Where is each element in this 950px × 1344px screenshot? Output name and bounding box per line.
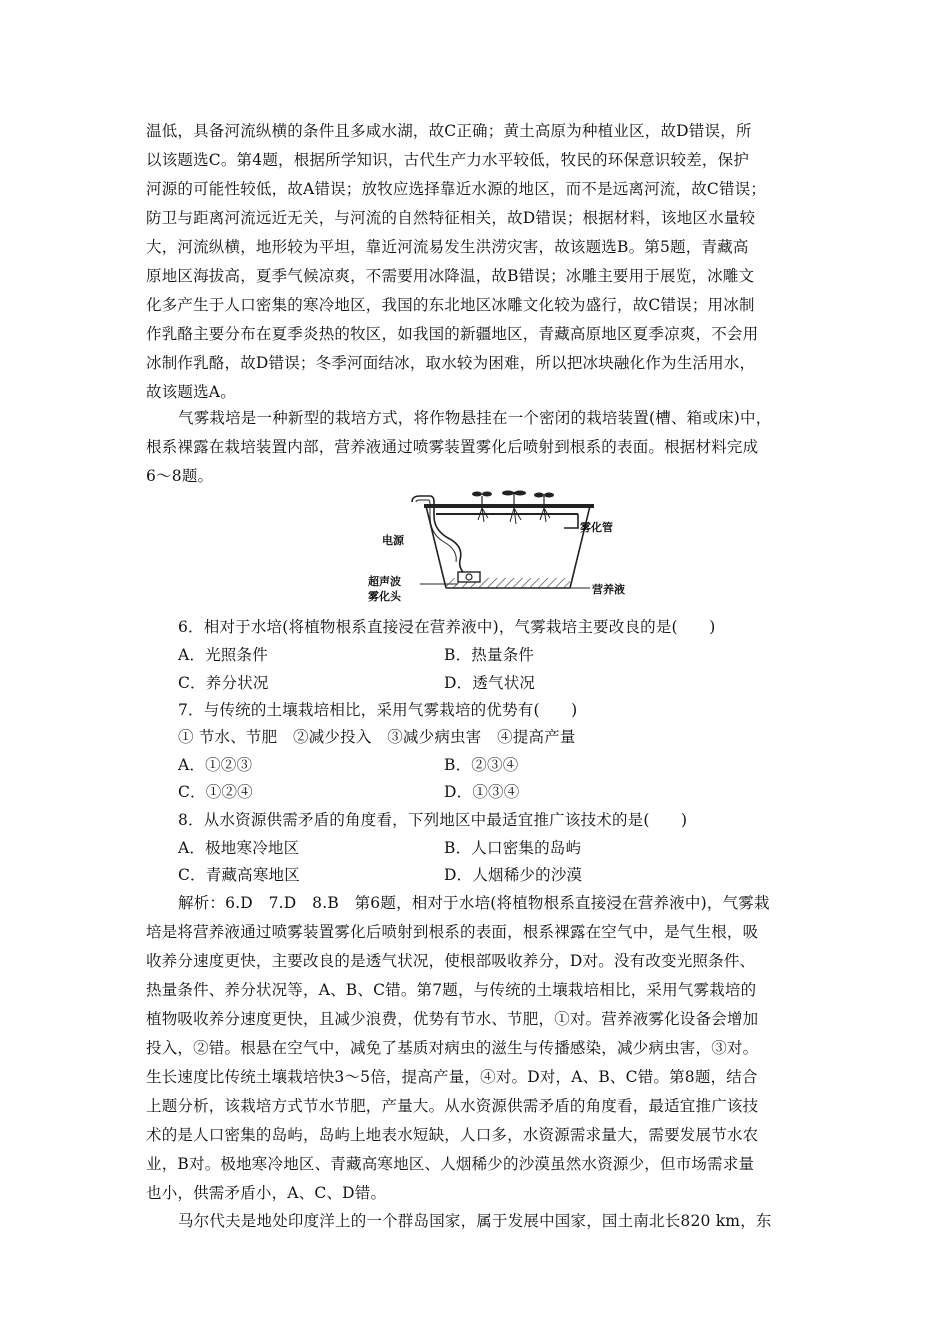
question-8-option-d: D．人烟稀少的沙漠 [444, 866, 583, 884]
analysis-line: 热量条件、养分状况等，A、B、C错。第7题，与传统的土壤栽培相比，采用气雾栽培的 [146, 981, 757, 999]
paragraph-line: 故该题选A。 [146, 383, 236, 401]
question-7-option-c: C．①②④ [178, 783, 253, 801]
mist-pipe-riser [564, 514, 578, 528]
question-6-stem: 6．相对于水培(将植物根系直接浸在营养液中)，气雾栽培主要改良的是( ) [178, 618, 716, 636]
question-6-option-c: C．养分状况 [178, 674, 269, 692]
question-8-option-a: A．极地寒冷地区 [178, 839, 300, 857]
paragraph-line: 大，河流纵横，地形较为平坦，靠近河流易发生洪涝灾害，故该题选B。第5题，青藏高 [146, 238, 749, 256]
paragraph-line: 作乳酪主要分布在夏季炎热的牧区，如我国的新疆地区，青藏高原地区夏季凉爽，不会用 [146, 325, 759, 343]
label-ultrasonic-head-1: 超声波 [368, 575, 401, 588]
question-7-items: ① 节水、节肥 ②减少投入 ③减少病虫害 ④提高产量 [178, 728, 576, 746]
label-ultrasonic-head-2: 雾化头 [368, 590, 401, 603]
question-7-option-d: D．①③④ [444, 783, 520, 801]
power-cable-inner [416, 500, 456, 562]
intro-line: 6～8题。 [146, 467, 214, 485]
analysis-line: 培是将营养液通过喷雾装置雾化后喷射到根系的表面，根系裸露在空气中，是气生根，吸 [146, 923, 759, 941]
analysis-line: 也小，供需矛盾小，A、C、D错。 [146, 1184, 387, 1202]
label-power: 电源 [382, 534, 404, 547]
analysis-line: 上题分析，该栽培方式节水节肥，产量大。从水资源供需矛盾的角度看，最适宜推广该技 [146, 1097, 759, 1115]
analysis-line: 投入，②错。根悬在空气中，减免了基质对病虫的滋生与传播感染，减少病虫害，③对。 [146, 1039, 759, 1057]
question-8-option-b: B．人口密集的岛屿 [444, 839, 582, 857]
analysis-line: 生长速度比传统土壤栽培快3～5倍，提高产量，④对。D对，A、B、C错。第8题，结合 [146, 1068, 758, 1086]
label-mist-pipe: 雾化管 [580, 521, 613, 534]
paragraph-line: 以该题选C。第4题，根据所学知识，古代生产力水平较低，牧民的环保意识较差，保护 [146, 151, 750, 169]
analysis-line: 收养分速度更快，主要改良的是透气状况，使根部吸收养分，D对。没有改变光照条件、 [146, 952, 756, 970]
question-8-option-c: C．青藏高寒地区 [178, 866, 300, 884]
intro-line: 气雾栽培是一种新型的栽培方式，将作物悬挂在一个密闭的栽培装置(槽、箱或床)中， [178, 409, 772, 427]
label-nutrient-solution: 营养液 [592, 583, 625, 596]
question-6-option-d: D．透气状况 [444, 674, 536, 692]
question-7-option-a: A．①②③ [178, 756, 253, 774]
question-7-stem: 7．与传统的土壤栽培相比，采用气雾栽培的优势有( ) [178, 701, 578, 719]
analysis-line: 植物吸收养分速度更快，且减少浪费，优势有节水、节肥，①对。营养液雾化设备会增加 [146, 1010, 759, 1028]
analysis-line: 术的是人口密集的岛屿，岛屿上地表水短缺，人口多，水资源需求量大，需要发展节水农 [146, 1126, 759, 1144]
question-6-option-b: B．热量条件 [444, 646, 535, 664]
paragraph-line: 防卫与距离河流远近无关，与河流的自然特征相关，故D错误；根据材料，该地区水量较 [146, 209, 756, 227]
lid [424, 504, 594, 508]
paragraph-line: 冰制作乳酪，故D错误；冬季河面结冰，取水较为困难，所以把冰块融化作为生活用水， [146, 354, 756, 372]
question-6-option-a: A．光照条件 [178, 646, 268, 664]
paragraph-line: 原地区海拔高，夏季气候凉爽，不需要用冰降温，故B错误；冰雕主要用于展览，冰雕文 [146, 267, 755, 285]
question-7-option-b: B．②③④ [444, 756, 519, 774]
paragraph-line: 化多产生于人口密集的寒冷地区，我国的东北地区冰雕文化较为盛行，故C错误；用冰制 [146, 296, 755, 314]
analysis-line: 业，B对。极地寒冷地区、青藏高寒地区、人烟稀少的沙漠虽然水资源少，但市场需求量 [146, 1155, 755, 1173]
intro-line: 根系裸露在栽培装置内部，营养液通过喷雾装置雾化后喷射到根系的表面。根据材料完成 [146, 438, 759, 456]
question-8-stem: 8．从水资源供需矛盾的角度看，下列地区中最适宜推广该技术的是( ) [178, 811, 688, 829]
aeroponics-diagram [364, 490, 634, 608]
paragraph-line: 河源的可能性较低，故A错误；放牧应选择靠近水源的地区，而不是远离河流，故C错误； [146, 180, 767, 198]
next-paragraph-line: 马尔代夫是地处印度洋上的一个群岛国家，属于发展中国家，国土南北长820 km，东 [178, 1212, 772, 1230]
paragraph-line: 温低，具备河流纵横的条件且多咸水湖，故C正确；黄土高原为种植业区，故D错误，所 [146, 122, 752, 140]
analysis-line: 解析：6.D 7.D 8.B 第6题，相对于水培(将植物根系直接浸在营养液中)，气雾栽 [178, 894, 770, 912]
